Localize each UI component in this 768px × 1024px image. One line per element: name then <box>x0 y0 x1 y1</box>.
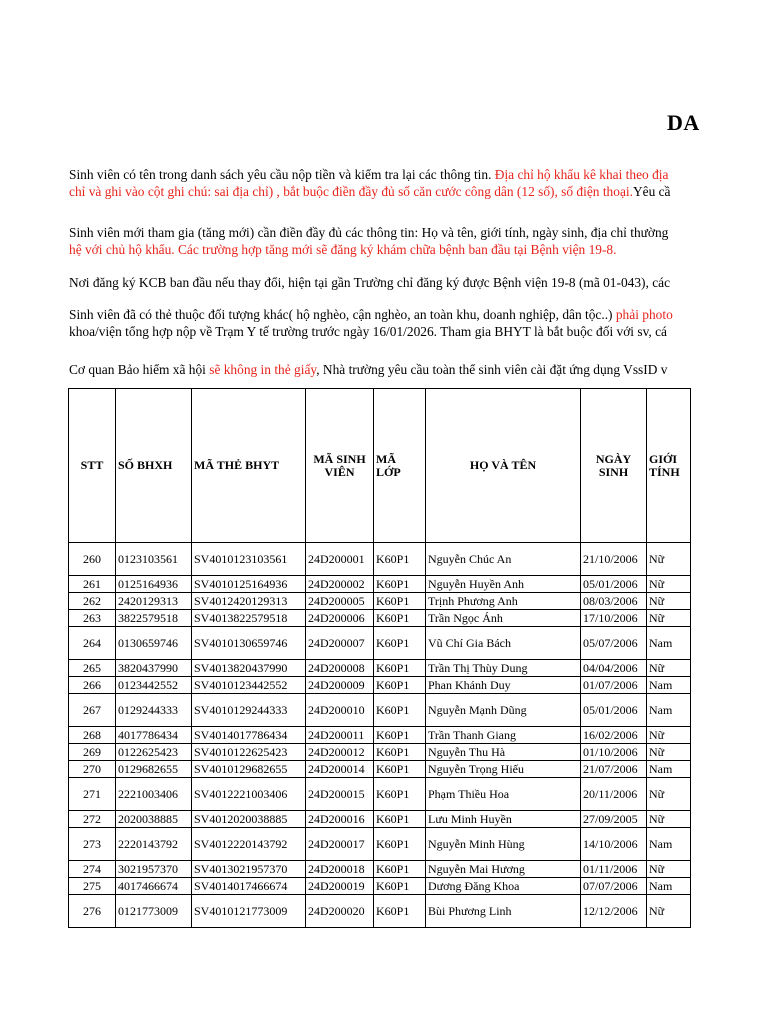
table-row <box>69 778 691 811</box>
cell-ma-the-bhyt: SV4013021957370 <box>192 861 306 878</box>
cell-stt: 264 <box>69 627 116 660</box>
notice-line: Sinh viên mới tham gia (tăng mới) cần điền đầy đủ các thông tin: Họ và tên, giới tính, ngày sinh, địa chỉ thường <box>69 225 669 240</box>
cell-ngay-sinh: 17/10/2006 <box>581 610 647 627</box>
cell-so-bhxh: 4017786434 <box>116 727 192 744</box>
cell-ma-sinh-vien: 24D200017 <box>306 828 374 861</box>
cell-ma-sinh-vien: 24D200001 <box>306 543 374 576</box>
cell-ma-sinh-vien: 24D200020 <box>306 895 374 928</box>
cell-ma-sinh-vien: 24D200011 <box>306 727 374 744</box>
cell-stt: 263 <box>69 610 116 627</box>
table-header-row <box>69 389 691 543</box>
header-ma-lop: MÃ LỚP <box>374 389 426 543</box>
cell-ho-va-ten: Nguyễn Chúc An <box>426 543 581 576</box>
cell-so-bhxh: 2220143792 <box>116 828 192 861</box>
cell-ngay-sinh: 01/07/2006 <box>581 677 647 694</box>
cell-ngay-sinh: 05/01/2006 <box>581 694 647 727</box>
table-row <box>69 828 691 861</box>
cell-ngay-sinh: 05/07/2006 <box>581 627 647 660</box>
cell-ma-lop: K60P1 <box>374 576 426 593</box>
notice-paragraph-2 <box>69 224 668 258</box>
cell-stt: 270 <box>69 761 116 778</box>
cell-ma-the-bhyt: SV4010121773009 <box>192 895 306 928</box>
cell-ngay-sinh: 01/10/2006 <box>581 744 647 761</box>
cell-ma-lop: K60P1 <box>374 778 426 811</box>
notice-paragraph-3 <box>69 274 670 291</box>
cell-ma-sinh-vien: 24D200007 <box>306 627 374 660</box>
cell-ma-lop: K60P1 <box>374 610 426 627</box>
header-so-bhxh: SỐ BHXH <box>116 389 192 543</box>
cell-ngay-sinh: 16/02/2006 <box>581 727 647 744</box>
notice-paragraph-5 <box>69 361 667 378</box>
cell-ho-va-ten: Nguyễn Trọng Hiếu <box>426 761 581 778</box>
table-row <box>69 878 691 895</box>
cell-ngay-sinh: 27/09/2005 <box>581 811 647 828</box>
table-row <box>69 761 691 778</box>
cell-ma-sinh-vien: 24D200002 <box>306 576 374 593</box>
cell-ma-the-bhyt: SV4012420129313 <box>192 593 306 610</box>
cell-so-bhxh: 0121773009 <box>116 895 192 928</box>
cell-ho-va-ten: Phạm Thiều Hoa <box>426 778 581 811</box>
cell-gioi-tinh: Nữ <box>647 543 691 576</box>
cell-gioi-tinh: Nữ <box>647 593 691 610</box>
table-row <box>69 727 691 744</box>
cell-gioi-tinh: Nam <box>647 694 691 727</box>
cell-ho-va-ten: Phan Khánh Duy <box>426 677 581 694</box>
cell-gioi-tinh: Nữ <box>647 778 691 811</box>
cell-ma-the-bhyt: SV4010129244333 <box>192 694 306 727</box>
student-insurance-table <box>68 388 691 928</box>
cell-ma-the-bhyt: SV4010129682655 <box>192 761 306 778</box>
table-row <box>69 660 691 677</box>
table-row <box>69 861 691 878</box>
cell-ho-va-ten: Nguyễn Thu Hà <box>426 744 581 761</box>
header-ma-the-bhyt: MÃ THẺ BHYT <box>192 389 306 543</box>
cell-stt: 274 <box>69 861 116 878</box>
cell-ma-sinh-vien: 24D200014 <box>306 761 374 778</box>
cell-so-bhxh: 3820437990 <box>116 660 192 677</box>
cell-ngay-sinh: 14/10/2006 <box>581 828 647 861</box>
cell-stt: 272 <box>69 811 116 828</box>
cell-ma-sinh-vien: 24D200018 <box>306 861 374 878</box>
cell-gioi-tinh: Nam <box>647 878 691 895</box>
cell-stt: 273 <box>69 828 116 861</box>
cell-so-bhxh: 4017466674 <box>116 878 192 895</box>
cell-gioi-tinh: Nữ <box>647 895 691 928</box>
cell-ma-the-bhyt: SV4012020038885 <box>192 811 306 828</box>
cell-so-bhxh: 2420129313 <box>116 593 192 610</box>
cell-gioi-tinh: Nữ <box>647 610 691 627</box>
cell-ho-va-ten: Dương Đăng Khoa <box>426 878 581 895</box>
cell-ho-va-ten: Nguyễn Minh Hùng <box>426 828 581 861</box>
cell-ma-sinh-vien: 24D200010 <box>306 694 374 727</box>
cell-so-bhxh: 0122625423 <box>116 744 192 761</box>
header-stt: STT <box>69 389 116 543</box>
cell-ho-va-ten: Trần Thanh Giang <box>426 727 581 744</box>
cell-ho-va-ten: Vũ Chí Gia Bách <box>426 627 581 660</box>
cell-stt: 266 <box>69 677 116 694</box>
cell-gioi-tinh: Nữ <box>647 811 691 828</box>
cell-ma-the-bhyt: SV4010123442552 <box>192 677 306 694</box>
cell-ngay-sinh: 21/10/2006 <box>581 543 647 576</box>
cell-ngay-sinh: 05/01/2006 <box>581 576 647 593</box>
cell-ho-va-ten: Lưu Minh Huyền <box>426 811 581 828</box>
cell-ma-lop: K60P1 <box>374 593 426 610</box>
cell-ngay-sinh: 07/07/2006 <box>581 878 647 895</box>
table-row <box>69 895 691 928</box>
notice-paragraph-4 <box>69 306 673 340</box>
cell-stt: 261 <box>69 576 116 593</box>
cell-ma-the-bhyt: SV4012220143792 <box>192 828 306 861</box>
cell-ngay-sinh: 08/03/2006 <box>581 593 647 610</box>
cell-gioi-tinh: Nữ <box>647 744 691 761</box>
cell-ngay-sinh: 12/12/2006 <box>581 895 647 928</box>
cell-so-bhxh: 0123103561 <box>116 543 192 576</box>
cell-ma-lop: K60P1 <box>374 811 426 828</box>
cell-ma-the-bhyt: SV4013822579518 <box>192 610 306 627</box>
cell-ma-lop: K60P1 <box>374 660 426 677</box>
cell-ma-sinh-vien: 24D200015 <box>306 778 374 811</box>
cell-ma-lop: K60P1 <box>374 895 426 928</box>
notice-line: Nơi đăng ký KCB ban đầu nếu thay đổi, hiện tại gần Trường chỉ đăng ký được Bệnh viện 19-8 (mã 01-043), các <box>69 275 671 290</box>
cell-gioi-tinh: Nam <box>647 828 691 861</box>
cell-stt: 268 <box>69 727 116 744</box>
header-gioi-tinh: GIỚI TÍNH <box>647 389 691 543</box>
cell-ma-lop: K60P1 <box>374 878 426 895</box>
cell-ho-va-ten: Nguyễn Mạnh Dũng <box>426 694 581 727</box>
cell-ma-lop: K60P1 <box>374 627 426 660</box>
cell-ma-the-bhyt: SV4010122625423 <box>192 744 306 761</box>
document-title: DA <box>667 110 700 135</box>
cell-gioi-tinh: Nữ <box>647 660 691 677</box>
cell-stt: 260 <box>69 543 116 576</box>
cell-gioi-tinh: Nữ <box>647 576 691 593</box>
cell-so-bhxh: 2020038885 <box>116 811 192 828</box>
cell-stt: 275 <box>69 878 116 895</box>
table-row <box>69 627 691 660</box>
cell-ho-va-ten: Nguyễn Huyền Anh <box>426 576 581 593</box>
cell-ma-the-bhyt: SV4014017466674 <box>192 878 306 895</box>
table-row <box>69 811 691 828</box>
cell-ma-sinh-vien: 24D200009 <box>306 677 374 694</box>
cell-ma-the-bhyt: SV4012221003406 <box>192 778 306 811</box>
header-ma-sinh-vien: MÃ SINH VIÊN <box>306 389 374 543</box>
cell-gioi-tinh: Nam <box>647 761 691 778</box>
table-row <box>69 543 691 576</box>
table-row <box>69 576 691 593</box>
cell-so-bhxh: 0125164936 <box>116 576 192 593</box>
cell-ma-sinh-vien: 24D200006 <box>306 610 374 627</box>
cell-ma-sinh-vien: 24D200019 <box>306 878 374 895</box>
cell-so-bhxh: 2221003406 <box>116 778 192 811</box>
cell-stt: 276 <box>69 895 116 928</box>
cell-ma-lop: K60P1 <box>374 677 426 694</box>
cell-ma-sinh-vien: 24D200012 <box>306 744 374 761</box>
cell-ma-lop: K60P1 <box>374 828 426 861</box>
notice-paragraph-1 <box>69 166 671 200</box>
cell-ma-the-bhyt: SV4010123103561 <box>192 543 306 576</box>
cell-so-bhxh: 0129682655 <box>116 761 192 778</box>
cell-so-bhxh: 0130659746 <box>116 627 192 660</box>
table-row <box>69 694 691 727</box>
table-row <box>69 593 691 610</box>
notice-line: chỉ và ghi vào cột ghi chú: sai địa chỉ) , bắt buộc điền đầy đủ số căn cước công dân (12 số), số điện thoại.Yêu cầ <box>69 184 671 199</box>
cell-ma-the-bhyt: SV4014017786434 <box>192 727 306 744</box>
cell-ma-lop: K60P1 <box>374 727 426 744</box>
cell-ma-sinh-vien: 24D200016 <box>306 811 374 828</box>
table-row <box>69 610 691 627</box>
cell-ma-sinh-vien: 24D200005 <box>306 593 374 610</box>
header-ho-va-ten: HỌ VÀ TÊN <box>426 389 581 543</box>
cell-gioi-tinh: Nữ <box>647 727 691 744</box>
notice-line: Sinh viên có tên trong danh sách yêu cầu nộp tiền và kiểm tra lại các thông tin. Địa chỉ hộ khẩu kê khai theo địa <box>69 167 669 182</box>
cell-so-bhxh: 3822579518 <box>116 610 192 627</box>
cell-stt: 267 <box>69 694 116 727</box>
cell-ngay-sinh: 21/07/2006 <box>581 761 647 778</box>
notice-line: khoa/viện tổng hợp nộp về Trạm Y tế trường trước ngày 16/01/2026. Tham gia BHYT là bắt buộc đối với sv, cá <box>69 324 667 339</box>
cell-ho-va-ten: Trịnh Phương Anh <box>426 593 581 610</box>
cell-ngay-sinh: 04/04/2006 <box>581 660 647 677</box>
cell-ma-lop: K60P1 <box>374 694 426 727</box>
cell-ma-lop: K60P1 <box>374 861 426 878</box>
cell-so-bhxh: 0123442552 <box>116 677 192 694</box>
notice-line: Sinh viên đã có thẻ thuộc đối tượng khác( hộ nghèo, cận nghèo, an toàn khu, doanh nghiệp, dân tộc..) phải photo <box>69 307 673 322</box>
cell-so-bhxh: 0129244333 <box>116 694 192 727</box>
cell-ma-lop: K60P1 <box>374 761 426 778</box>
notice-line: hệ với chủ hộ khẩu. Các trường hợp tăng mới sẽ đăng ký khám chữa bệnh ban đầu tại Bệnh viện 19-8. <box>69 242 617 257</box>
cell-gioi-tinh: Nữ <box>647 861 691 878</box>
cell-so-bhxh: 3021957370 <box>116 861 192 878</box>
cell-ma-lop: K60P1 <box>374 543 426 576</box>
cell-ma-sinh-vien: 24D200008 <box>306 660 374 677</box>
cell-gioi-tinh: Nam <box>647 627 691 660</box>
cell-gioi-tinh: Nam <box>647 677 691 694</box>
table-row <box>69 744 691 761</box>
cell-ngay-sinh: 01/11/2006 <box>581 861 647 878</box>
cell-ma-the-bhyt: SV4013820437990 <box>192 660 306 677</box>
cell-ho-va-ten: Trần Ngọc Ánh <box>426 610 581 627</box>
cell-ho-va-ten: Bùi Phương Linh <box>426 895 581 928</box>
table-row <box>69 677 691 694</box>
cell-ma-the-bhyt: SV4010130659746 <box>192 627 306 660</box>
cell-ma-lop: K60P1 <box>374 744 426 761</box>
cell-stt: 271 <box>69 778 116 811</box>
notice-line: Cơ quan Bảo hiểm xã hội sẽ không in thẻ giấy, Nhà trường yêu cầu toàn thể sinh viên cài đặt ứng dụng VssID v <box>69 362 668 377</box>
cell-ma-the-bhyt: SV4010125164936 <box>192 576 306 593</box>
cell-stt: 269 <box>69 744 116 761</box>
cell-stt: 265 <box>69 660 116 677</box>
cell-stt: 262 <box>69 593 116 610</box>
cell-ngay-sinh: 20/11/2006 <box>581 778 647 811</box>
cell-ho-va-ten: Nguyễn Mai Hương <box>426 861 581 878</box>
header-ngay-sinh: NGÀY SINH <box>581 389 647 543</box>
cell-ho-va-ten: Trần Thị Thùy Dung <box>426 660 581 677</box>
